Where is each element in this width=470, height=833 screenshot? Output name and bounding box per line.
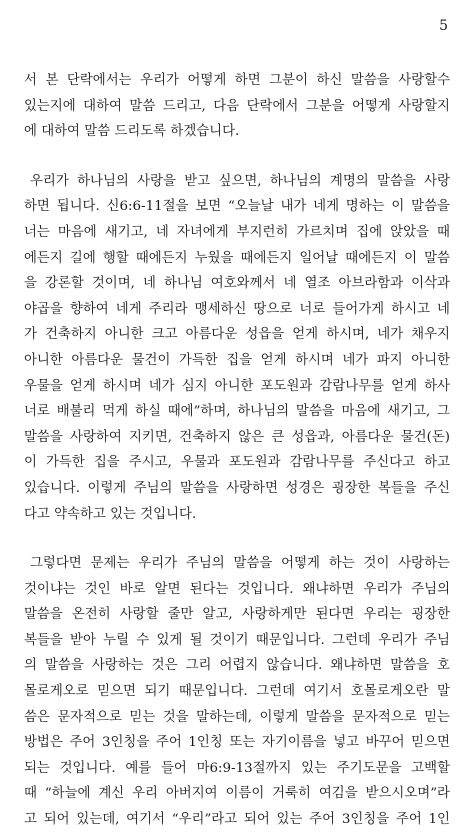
text-line: 아니한 아름다운 물건이 가득한 집을 얻게 하시며 네가 파지 아니한 (24, 352, 450, 368)
text-line: 있습니다. 이렇게 주님의 말씀을 사랑하면 성경은 굉장한 복들을 주신 (24, 480, 450, 496)
body-text (24, 68, 450, 833)
text-line: 있는지에 대하여 말씀 드리고, 다음 단락에서 그분을 어떻게 사랑할지 (24, 98, 450, 114)
text-line: 되는 것입니다. 예를 들어 마6:9-13절까지 있는 주기도문을 고백할 (24, 760, 450, 776)
text-line: 서 본 단락에서는 우리가 어떻게 하면 그분이 하신 말씀을 사랑할수 (24, 73, 450, 88)
paragraph-1 (24, 68, 450, 145)
text-line: 너로 배불리 먹게 하실 때에”하며, 하나님의 말씀을 마음에 새기고, 그 (24, 404, 450, 420)
text-line: 말씀을 사랑하여 지키면, 건축하지 않은 큰 성읍과, 아름다운 물건(돈) (24, 429, 450, 445)
text-line: 에 대하여 말씀 드리도록 하겠습니다. (24, 124, 240, 140)
text-line: 다고 약속하고 있는 것입니다. (24, 506, 197, 522)
text-line: 하면 됩니다. 신6:6-11절을 보면 “오늘날 내가 네게 명하는 이 말씀을 (24, 199, 450, 215)
text-line: 우리가 하나님의 사랑을 받고 싶으면, 하나님의 계명의 말씀을 사랑 (30, 173, 450, 189)
text-line: 말씀을 온전히 사랑할 줄만 알고, 사랑하게만 된다면 우리는 굉장한 (24, 607, 450, 623)
text-line: 때 “하늘에 계신 우리 아버지여 이름이 거룩히 여김을 받으시오며”라 (24, 786, 450, 802)
text-line: 야곱을 향하여 네게 주리라 맹세하신 땅으로 너로 들어가게 하시고 네 (24, 301, 450, 317)
text-line: 을 강론할 것이며, 네 하나님 여호와께서 네 열조 아브라함과 이삭과 (24, 276, 450, 292)
text-line: 고 되어 있는데, 여기서 “우리”라고 되어 있는 주어 3인칭을 주어 1인 (24, 812, 450, 828)
text-line: 가 건축하지 아니한 크고 아름다운 성읍을 얻게 하시며, 네가 채우지 (24, 327, 450, 343)
text-line: 이 가득한 집을 주시고, 우물과 포도원과 감람나무를 주신다고 하고 (24, 455, 450, 471)
text-line: 그렇다면 문제는 우리가 주님의 말씀을 어떻게 하는 것이 사랑하는 (30, 556, 450, 572)
text-line: 씀은 문자적으로 믿는 것을 말하는데, 이렇게 말씀을 문자적으로 믿는 (24, 709, 450, 725)
text-line: 복들을 받아 누릴 수 있게 될 것이기 때문입니다. 그런데 우리가 주님 (24, 632, 450, 648)
paragraph-2 (24, 169, 450, 527)
text-line: 에든지 길에 행할 때에든지 누웠을 때에든지 일어날 때에든지 이 말씀 (24, 250, 450, 266)
text-line: 너는 마음에 새기고, 네 자녀에게 부지런히 가르치며 집에 앉았을 때 (24, 224, 450, 240)
paragraph-gap (24, 145, 450, 169)
paragraph-3 (24, 551, 450, 833)
text-line: 의 말씀을 사랑하는 것은 그리 어렵지 않습니다. 왜냐하면 말씀을 호 (24, 658, 450, 674)
text-line: 몰로게오로 믿으면 되기 때문입니다. 그런데 여기서 호몰로게오란 말 (24, 684, 450, 700)
text-line: 방법은 주어 3인칭을 주어 1인칭 또는 자기이름을 넣고 바꾸어 믿으면 (24, 735, 450, 751)
text-line: 것이냐는 것인 바로 알면 된다는 것입니다. 왜냐하면 우리가 주님의 (24, 581, 450, 597)
text-line: 우물을 얻게 하시며 네가 심지 아니한 포도원과 감람나무를 얻게 하사 (24, 378, 450, 394)
paragraph-gap (24, 527, 450, 551)
page-number: 5 (439, 18, 448, 34)
